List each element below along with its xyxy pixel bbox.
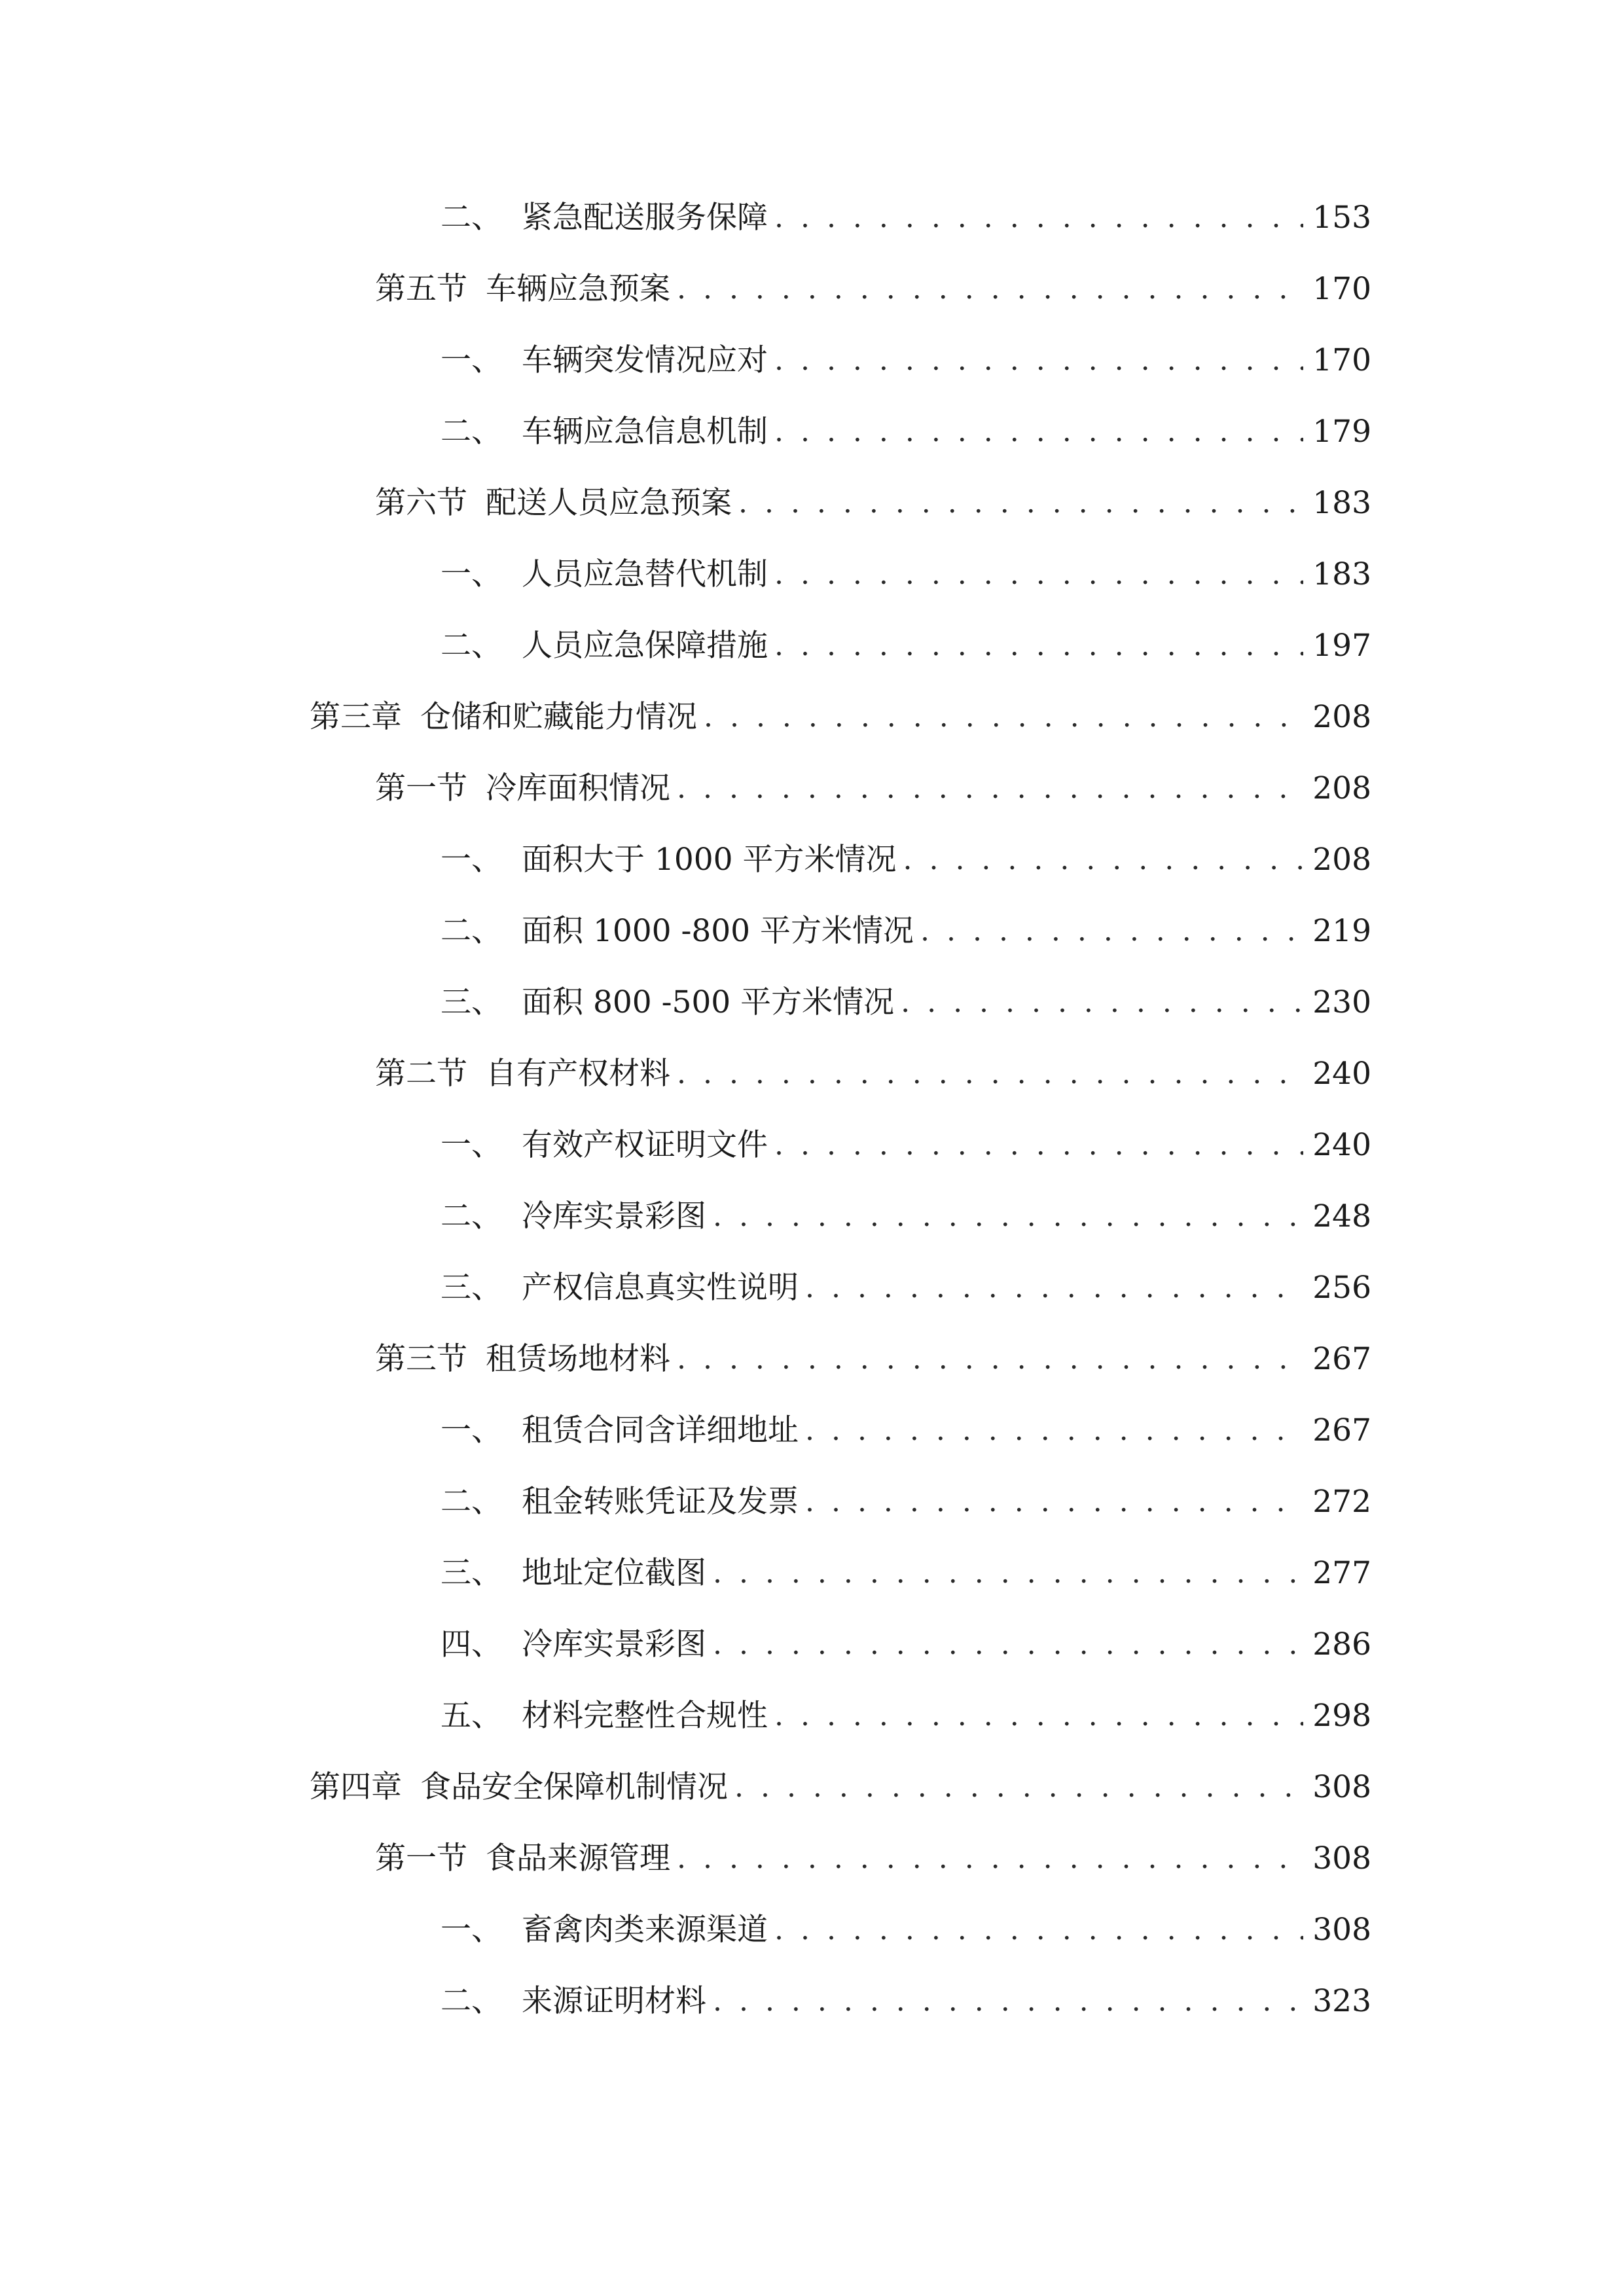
dot-leader [713, 1191, 1303, 1243]
entry-number: 一、 [441, 1912, 502, 1948]
entry-label [375, 263, 670, 315]
entry-title: 车辆应急预案 [486, 271, 670, 307]
entry-label [441, 1119, 768, 1172]
entry-label [375, 477, 732, 529]
page-number: 208 [1312, 699, 1371, 735]
toc-entry[interactable] [441, 1619, 1371, 1671]
entry-title: 面积 1000 -800 平方米情况 [522, 913, 914, 949]
dot-leader [713, 1975, 1303, 2028]
entry-number: 一、 [441, 556, 502, 592]
entry-number: 二、 [441, 1198, 502, 1234]
entry-number: 第四章 [310, 1769, 402, 1805]
toc-entry[interactable] [375, 477, 1371, 529]
toc-entry[interactable] [441, 334, 1371, 387]
entry-title: 配送人员应急预案 [486, 485, 732, 521]
entry-label [441, 1191, 706, 1243]
entry-title: 租赁场地材料 [486, 1341, 670, 1377]
entry-number: 二、 [441, 1983, 502, 2019]
entry-title: 冷库实景彩图 [522, 1198, 706, 1234]
entry-label [441, 192, 768, 244]
toc-entry[interactable] [441, 977, 1371, 1029]
entry-title: 租赁合同含详细地址 [522, 1412, 799, 1448]
toc-entry[interactable] [441, 1547, 1371, 1600]
dot-leader [903, 834, 1304, 886]
page-number: 298 [1312, 1698, 1371, 1734]
page-number: 183 [1312, 485, 1371, 521]
entry-title: 面积 800 -500 平方米情况 [522, 984, 895, 1020]
toc-entry[interactable] [441, 1975, 1371, 2028]
page-number: 308 [1312, 1912, 1371, 1948]
entry-title: 畜禽肉类来源渠道 [522, 1912, 768, 1948]
entry-title: 人员应急保障措施 [522, 628, 768, 664]
entry-title: 人员应急替代机制 [522, 556, 768, 592]
page-number: 248 [1312, 1198, 1371, 1234]
entry-label [375, 1833, 670, 1885]
toc-entry[interactable] [441, 834, 1371, 886]
entry-number: 二、 [441, 1484, 502, 1520]
entry-number: 三、 [441, 984, 502, 1020]
entry-label [375, 762, 670, 815]
entry-number: 二、 [441, 628, 502, 664]
dot-leader [805, 1405, 1303, 1457]
entry-title: 食品来源管理 [486, 1840, 670, 1876]
toc-entry[interactable] [441, 1476, 1371, 1528]
entry-label [310, 691, 697, 744]
entry-number: 五、 [441, 1698, 502, 1734]
entry-number: 四、 [441, 1626, 502, 1662]
entry-number: 一、 [441, 842, 502, 878]
entry-number: 三、 [441, 1270, 502, 1306]
entry-label [441, 1904, 768, 1956]
entry-label [441, 1619, 706, 1671]
toc-entry[interactable] [310, 691, 1371, 744]
entry-title: 有效产权证明文件 [522, 1127, 768, 1163]
entry-title: 产权信息真实性说明 [522, 1270, 799, 1306]
entry-title: 自有产权材料 [486, 1056, 670, 1092]
page-number: 267 [1312, 1412, 1371, 1448]
dot-leader [677, 1333, 1303, 1386]
dot-leader [734, 1761, 1303, 1814]
page-number: 308 [1312, 1840, 1371, 1876]
dot-leader [774, 548, 1303, 601]
entry-title: 食品安全保障机制情况 [420, 1769, 728, 1805]
dot-leader [774, 620, 1303, 672]
entry-label [441, 834, 897, 886]
dot-leader [704, 691, 1303, 744]
entry-label [441, 1547, 706, 1600]
entry-number: 三、 [441, 1555, 502, 1591]
page-number: 267 [1312, 1341, 1371, 1377]
page-number: 183 [1312, 556, 1371, 592]
entry-number: 第三节 [375, 1341, 467, 1377]
entry-title: 地址定位截图 [522, 1555, 706, 1591]
entry-label [310, 1761, 728, 1814]
entry-title: 面积大于 1000 平方米情况 [522, 842, 897, 878]
toc-entry[interactable] [310, 1761, 1371, 1814]
dot-leader [738, 477, 1303, 529]
entry-label [441, 406, 768, 458]
dot-leader [677, 1048, 1303, 1100]
toc-entry[interactable] [441, 548, 1371, 601]
entry-label [441, 1476, 799, 1528]
entry-label [375, 1333, 670, 1386]
dot-leader [774, 1904, 1303, 1956]
entry-label [441, 1690, 768, 1742]
toc-entry[interactable] [441, 1405, 1371, 1457]
toc-entry[interactable] [375, 1333, 1371, 1386]
dot-leader [774, 334, 1303, 387]
toc-entry[interactable] [375, 1048, 1371, 1100]
entry-number: 第三章 [310, 699, 402, 735]
page-number: 323 [1312, 1983, 1371, 2019]
entry-title: 冷库面积情况 [486, 770, 670, 806]
dot-leader [774, 1119, 1303, 1172]
dot-leader [677, 263, 1303, 315]
entry-number: 二、 [441, 913, 502, 949]
page-number: 256 [1312, 1270, 1371, 1306]
dot-leader [805, 1476, 1303, 1528]
toc-entry[interactable] [441, 1690, 1371, 1742]
entry-number: 第一节 [375, 770, 467, 806]
entry-title: 冷库实景彩图 [522, 1626, 706, 1662]
toc-entry[interactable] [441, 192, 1371, 244]
toc-entry[interactable] [375, 762, 1371, 815]
entry-title: 来源证明材料 [522, 1983, 706, 2019]
page-number: 219 [1312, 913, 1371, 949]
entry-number: 二、 [441, 200, 502, 236]
dot-leader [774, 1690, 1303, 1742]
page-number: 272 [1312, 1484, 1371, 1520]
entry-title: 紧急配送服务保障 [522, 200, 768, 236]
entry-label [441, 977, 894, 1029]
entry-number: 一、 [441, 1127, 502, 1163]
entry-title: 仓储和贮藏能力情况 [420, 699, 697, 735]
entry-number: 二、 [441, 414, 502, 450]
dot-leader [713, 1547, 1303, 1600]
toc-entry[interactable] [441, 905, 1371, 958]
toc-entry[interactable] [441, 1119, 1371, 1172]
page-number: 240 [1312, 1056, 1371, 1092]
dot-leader [774, 406, 1303, 458]
dot-leader [920, 905, 1303, 958]
page-number: 277 [1312, 1555, 1371, 1591]
entry-label [441, 334, 768, 387]
page-number: 153 [1312, 200, 1371, 236]
page-number: 286 [1312, 1626, 1371, 1662]
entry-label [441, 1405, 799, 1457]
page-number: 179 [1312, 414, 1371, 450]
page-number: 230 [1312, 984, 1371, 1020]
toc-entry[interactable] [441, 1262, 1371, 1314]
entry-number: 第六节 [375, 485, 467, 521]
dot-leader [677, 1833, 1303, 1885]
entry-title: 车辆应急信息机制 [522, 414, 768, 450]
entry-title: 材料完整性合规性 [522, 1698, 768, 1734]
toc-entry[interactable] [441, 1191, 1371, 1243]
toc-entry[interactable] [441, 406, 1371, 458]
page-number: 308 [1312, 1769, 1371, 1805]
entry-title: 车辆突发情况应对 [522, 342, 768, 378]
entry-label [441, 548, 768, 601]
entry-number: 一、 [441, 342, 502, 378]
dot-leader [774, 192, 1303, 244]
dot-leader [805, 1262, 1303, 1314]
entry-label [441, 1975, 706, 2028]
dot-leader [677, 762, 1303, 815]
entry-number: 第五节 [375, 271, 467, 307]
toc-entry[interactable] [375, 1833, 1371, 1885]
page-number: 208 [1312, 770, 1371, 806]
page-number: 197 [1312, 628, 1371, 664]
page-number: 240 [1312, 1127, 1371, 1163]
entry-number: 一、 [441, 1412, 502, 1448]
entry-label [375, 1048, 670, 1100]
dot-leader [901, 977, 1303, 1029]
entry-number: 第二节 [375, 1056, 467, 1092]
entry-label [441, 1262, 799, 1314]
page-number: 208 [1312, 842, 1371, 878]
entry-label [441, 905, 914, 958]
page-number: 170 [1312, 342, 1371, 378]
toc-entry[interactable] [375, 263, 1371, 315]
toc-entry[interactable] [441, 620, 1371, 672]
entry-title: 租金转账凭证及发票 [522, 1484, 799, 1520]
page-number: 170 [1312, 271, 1371, 307]
entry-label [441, 620, 768, 672]
entry-number: 第一节 [375, 1840, 467, 1876]
toc-entry[interactable] [441, 1904, 1371, 1956]
dot-leader [713, 1619, 1303, 1671]
